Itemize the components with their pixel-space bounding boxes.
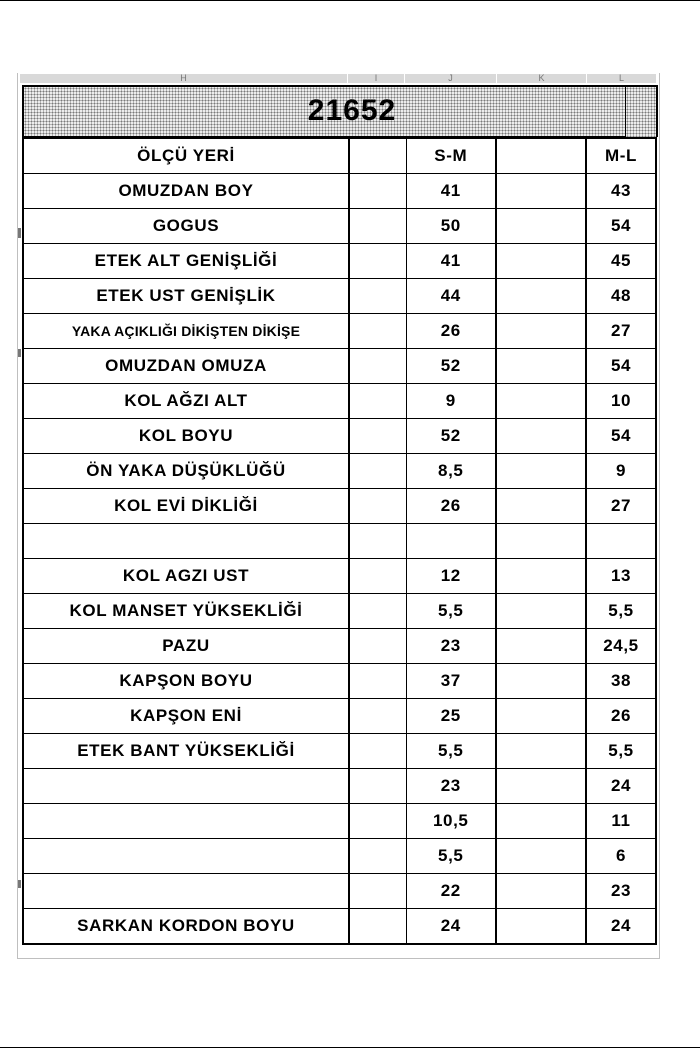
size-sm-cell: 44 xyxy=(406,279,496,314)
empty-column-i-cell xyxy=(349,804,406,839)
size-sm-cell: 23 xyxy=(406,629,496,664)
size-sm-cell: 25 xyxy=(406,699,496,734)
empty-column-k-cell xyxy=(496,209,586,244)
size-sm-cell: 52 xyxy=(406,419,496,454)
empty-column-i-cell xyxy=(349,209,406,244)
measurement-name-cell: KOL EVİ DİKLİĞİ xyxy=(23,489,349,524)
size-sm-cell: 5,5 xyxy=(406,734,496,769)
size-sm-cell: 26 xyxy=(406,314,496,349)
empty-column-i-cell xyxy=(349,874,406,909)
empty-column-i-cell xyxy=(349,419,406,454)
size-ml-cell: 10 xyxy=(586,384,656,419)
size-sm-cell: 50 xyxy=(406,209,496,244)
model-number-title: 21652 xyxy=(307,94,397,127)
empty-column-i-cell xyxy=(349,734,406,769)
empty-column-i-cell xyxy=(349,384,406,419)
measurement-name-cell xyxy=(23,524,349,559)
empty-column-k-cell xyxy=(496,349,586,384)
empty-column-k-cell xyxy=(496,174,586,209)
measurement-name-cell: KOL MANSET YÜKSEKLİĞİ xyxy=(23,594,349,629)
size-ml-cell: 54 xyxy=(586,209,656,244)
measurement-row xyxy=(23,769,656,804)
measurement-name-cell: YAKA AÇIKLIĞI DİKİŞTEN DİKİŞE xyxy=(23,314,349,349)
header-row xyxy=(23,138,656,174)
size-ml-cell: 48 xyxy=(586,279,656,314)
empty-column-k-cell xyxy=(496,699,586,734)
size-sm-cell: 52 xyxy=(406,349,496,384)
column-header-h: H xyxy=(20,74,348,83)
empty-column-i-cell xyxy=(349,349,406,384)
empty-column-k-cell xyxy=(496,454,586,489)
size-ml-cell: 27 xyxy=(586,314,656,349)
measurement-row xyxy=(23,734,656,769)
size-sm-cell: 9 xyxy=(406,384,496,419)
empty-column-k-cell xyxy=(496,839,586,874)
measurement-name-cell: KAPŞON BOYU xyxy=(23,664,349,699)
size-table-body xyxy=(23,138,656,944)
column-header-i: I xyxy=(348,74,405,83)
measurement-row xyxy=(23,909,656,945)
size-ml-cell: 13 xyxy=(586,559,656,594)
measurement-name-cell: KOL AGZI UST xyxy=(23,559,349,594)
empty-column-k-cell xyxy=(496,279,586,314)
measurement-name-cell: SARKAN KORDON BOYU xyxy=(23,909,349,945)
measurement-name-cell: KOL AĞZI ALT xyxy=(23,384,349,419)
measurement-row xyxy=(23,419,656,454)
measurement-row xyxy=(23,454,656,489)
size-sm-cell: 12 xyxy=(406,559,496,594)
measurement-name-cell: ETEK UST GENİŞLİK xyxy=(23,279,349,314)
size-sm-cell: 8,5 xyxy=(406,454,496,489)
measurement-row xyxy=(23,699,656,734)
measurement-row xyxy=(23,629,656,664)
empty-column-k-cell xyxy=(496,244,586,279)
column-header-strip xyxy=(20,74,657,83)
row-marker xyxy=(18,880,21,888)
empty-column-k-cell xyxy=(496,594,586,629)
measurement-name-cell xyxy=(23,874,349,909)
size-ml-cell: 11 xyxy=(586,804,656,839)
measurement-row xyxy=(23,349,656,384)
empty-column-i-cell xyxy=(349,174,406,209)
measurement-row xyxy=(23,874,656,909)
size-ml-cell: 24,5 xyxy=(586,629,656,664)
size-ml-cell: 26 xyxy=(586,699,656,734)
measurement-name-cell: ETEK ALT GENİŞLİĞİ xyxy=(23,244,349,279)
measurement-row xyxy=(23,314,656,349)
measurement-row xyxy=(23,839,656,874)
size-sm-cell: 41 xyxy=(406,244,496,279)
empty-column-k-cell xyxy=(496,664,586,699)
measurement-row xyxy=(23,209,656,244)
size-ml-cell: 54 xyxy=(586,419,656,454)
empty-column-i-cell xyxy=(349,699,406,734)
size-chart-table xyxy=(22,137,657,945)
empty-column-k-cell xyxy=(496,734,586,769)
size-sm-cell: S-M xyxy=(406,138,496,174)
measurement-name-cell: ETEK BANT YÜKSEKLİĞİ xyxy=(23,734,349,769)
size-ml-cell: 24 xyxy=(586,909,656,945)
size-sm-cell: 24 xyxy=(406,909,496,945)
size-sm-cell: 41 xyxy=(406,174,496,209)
measurement-name-cell: OMUZDAN BOY xyxy=(23,174,349,209)
measurement-name-cell: KOL BOYU xyxy=(23,419,349,454)
empty-column-k-cell xyxy=(496,769,586,804)
measurement-name-cell: GOGUS xyxy=(23,209,349,244)
empty-column-k-cell xyxy=(496,384,586,419)
empty-column-i-cell xyxy=(349,454,406,489)
empty-column-k-cell xyxy=(496,138,586,174)
page-top-rule xyxy=(0,0,700,1)
empty-column-k-cell xyxy=(496,314,586,349)
size-sm-cell: 10,5 xyxy=(406,804,496,839)
measurement-row xyxy=(23,174,656,209)
empty-column-k-cell xyxy=(496,909,586,945)
measurement-row xyxy=(23,594,656,629)
measurement-row xyxy=(23,279,656,314)
measurement-row xyxy=(23,489,656,524)
measurement-name-cell: PAZU xyxy=(23,629,349,664)
empty-column-i-cell xyxy=(349,909,406,945)
size-ml-cell: 24 xyxy=(586,769,656,804)
column-header-j: J xyxy=(405,74,497,83)
size-table-wrapper xyxy=(22,137,657,945)
column-header-k: K xyxy=(497,74,587,83)
size-ml-cell: 23 xyxy=(586,874,656,909)
empty-column-i-cell xyxy=(349,839,406,874)
size-sm-cell: 23 xyxy=(406,769,496,804)
measurement-row xyxy=(23,559,656,594)
size-sm-cell: 5,5 xyxy=(406,839,496,874)
measurement-row xyxy=(23,384,656,419)
empty-column-i-cell xyxy=(349,138,406,174)
size-ml-cell: 9 xyxy=(586,454,656,489)
empty-column-k-cell xyxy=(496,874,586,909)
measurement-name-cell: ÖN YAKA DÜŞÜKLÜĞÜ xyxy=(23,454,349,489)
measurement-row xyxy=(23,524,656,559)
empty-column-i-cell xyxy=(349,594,406,629)
size-ml-cell: 27 xyxy=(586,489,656,524)
size-sm-cell: 37 xyxy=(406,664,496,699)
page-bottom-rule xyxy=(0,1047,700,1048)
size-ml-cell: 5,5 xyxy=(586,734,656,769)
empty-column-i-cell xyxy=(349,524,406,559)
size-ml-cell: 43 xyxy=(586,174,656,209)
size-ml-cell: 45 xyxy=(586,244,656,279)
row-marker xyxy=(18,349,21,357)
measurement-row xyxy=(23,244,656,279)
size-ml-cell: 38 xyxy=(586,664,656,699)
empty-column-k-cell xyxy=(496,524,586,559)
measurement-row xyxy=(23,664,656,699)
size-ml-cell: 5,5 xyxy=(586,594,656,629)
size-ml-cell: 6 xyxy=(586,839,656,874)
empty-column-i-cell xyxy=(349,489,406,524)
size-ml-cell: 54 xyxy=(586,349,656,384)
measurement-row xyxy=(23,804,656,839)
measurement-name-cell: OMUZDAN OMUZA xyxy=(23,349,349,384)
measurement-name-cell xyxy=(23,769,349,804)
empty-column-k-cell xyxy=(496,489,586,524)
empty-column-i-cell xyxy=(349,244,406,279)
empty-column-i-cell xyxy=(349,664,406,699)
size-sm-cell: 26 xyxy=(406,489,496,524)
empty-column-k-cell xyxy=(496,559,586,594)
empty-column-i-cell xyxy=(349,769,406,804)
measurement-name-cell: ÖLÇÜ YERİ xyxy=(23,138,349,174)
empty-column-i-cell xyxy=(349,314,406,349)
empty-column-k-cell xyxy=(496,804,586,839)
measurement-name-cell xyxy=(23,839,349,874)
size-sm-cell: 22 xyxy=(406,874,496,909)
empty-column-i-cell xyxy=(349,629,406,664)
size-ml-cell xyxy=(586,524,656,559)
empty-column-k-cell xyxy=(496,629,586,664)
empty-column-i-cell xyxy=(349,279,406,314)
size-sm-cell xyxy=(406,524,496,559)
measurement-name-cell: KAPŞON ENİ xyxy=(23,699,349,734)
column-header-l: L xyxy=(587,74,657,83)
measurement-name-cell xyxy=(23,804,349,839)
size-ml-cell: M-L xyxy=(586,138,656,174)
size-sm-cell: 5,5 xyxy=(406,594,496,629)
empty-column-i-cell xyxy=(349,559,406,594)
empty-column-k-cell xyxy=(496,419,586,454)
row-marker xyxy=(18,228,21,238)
